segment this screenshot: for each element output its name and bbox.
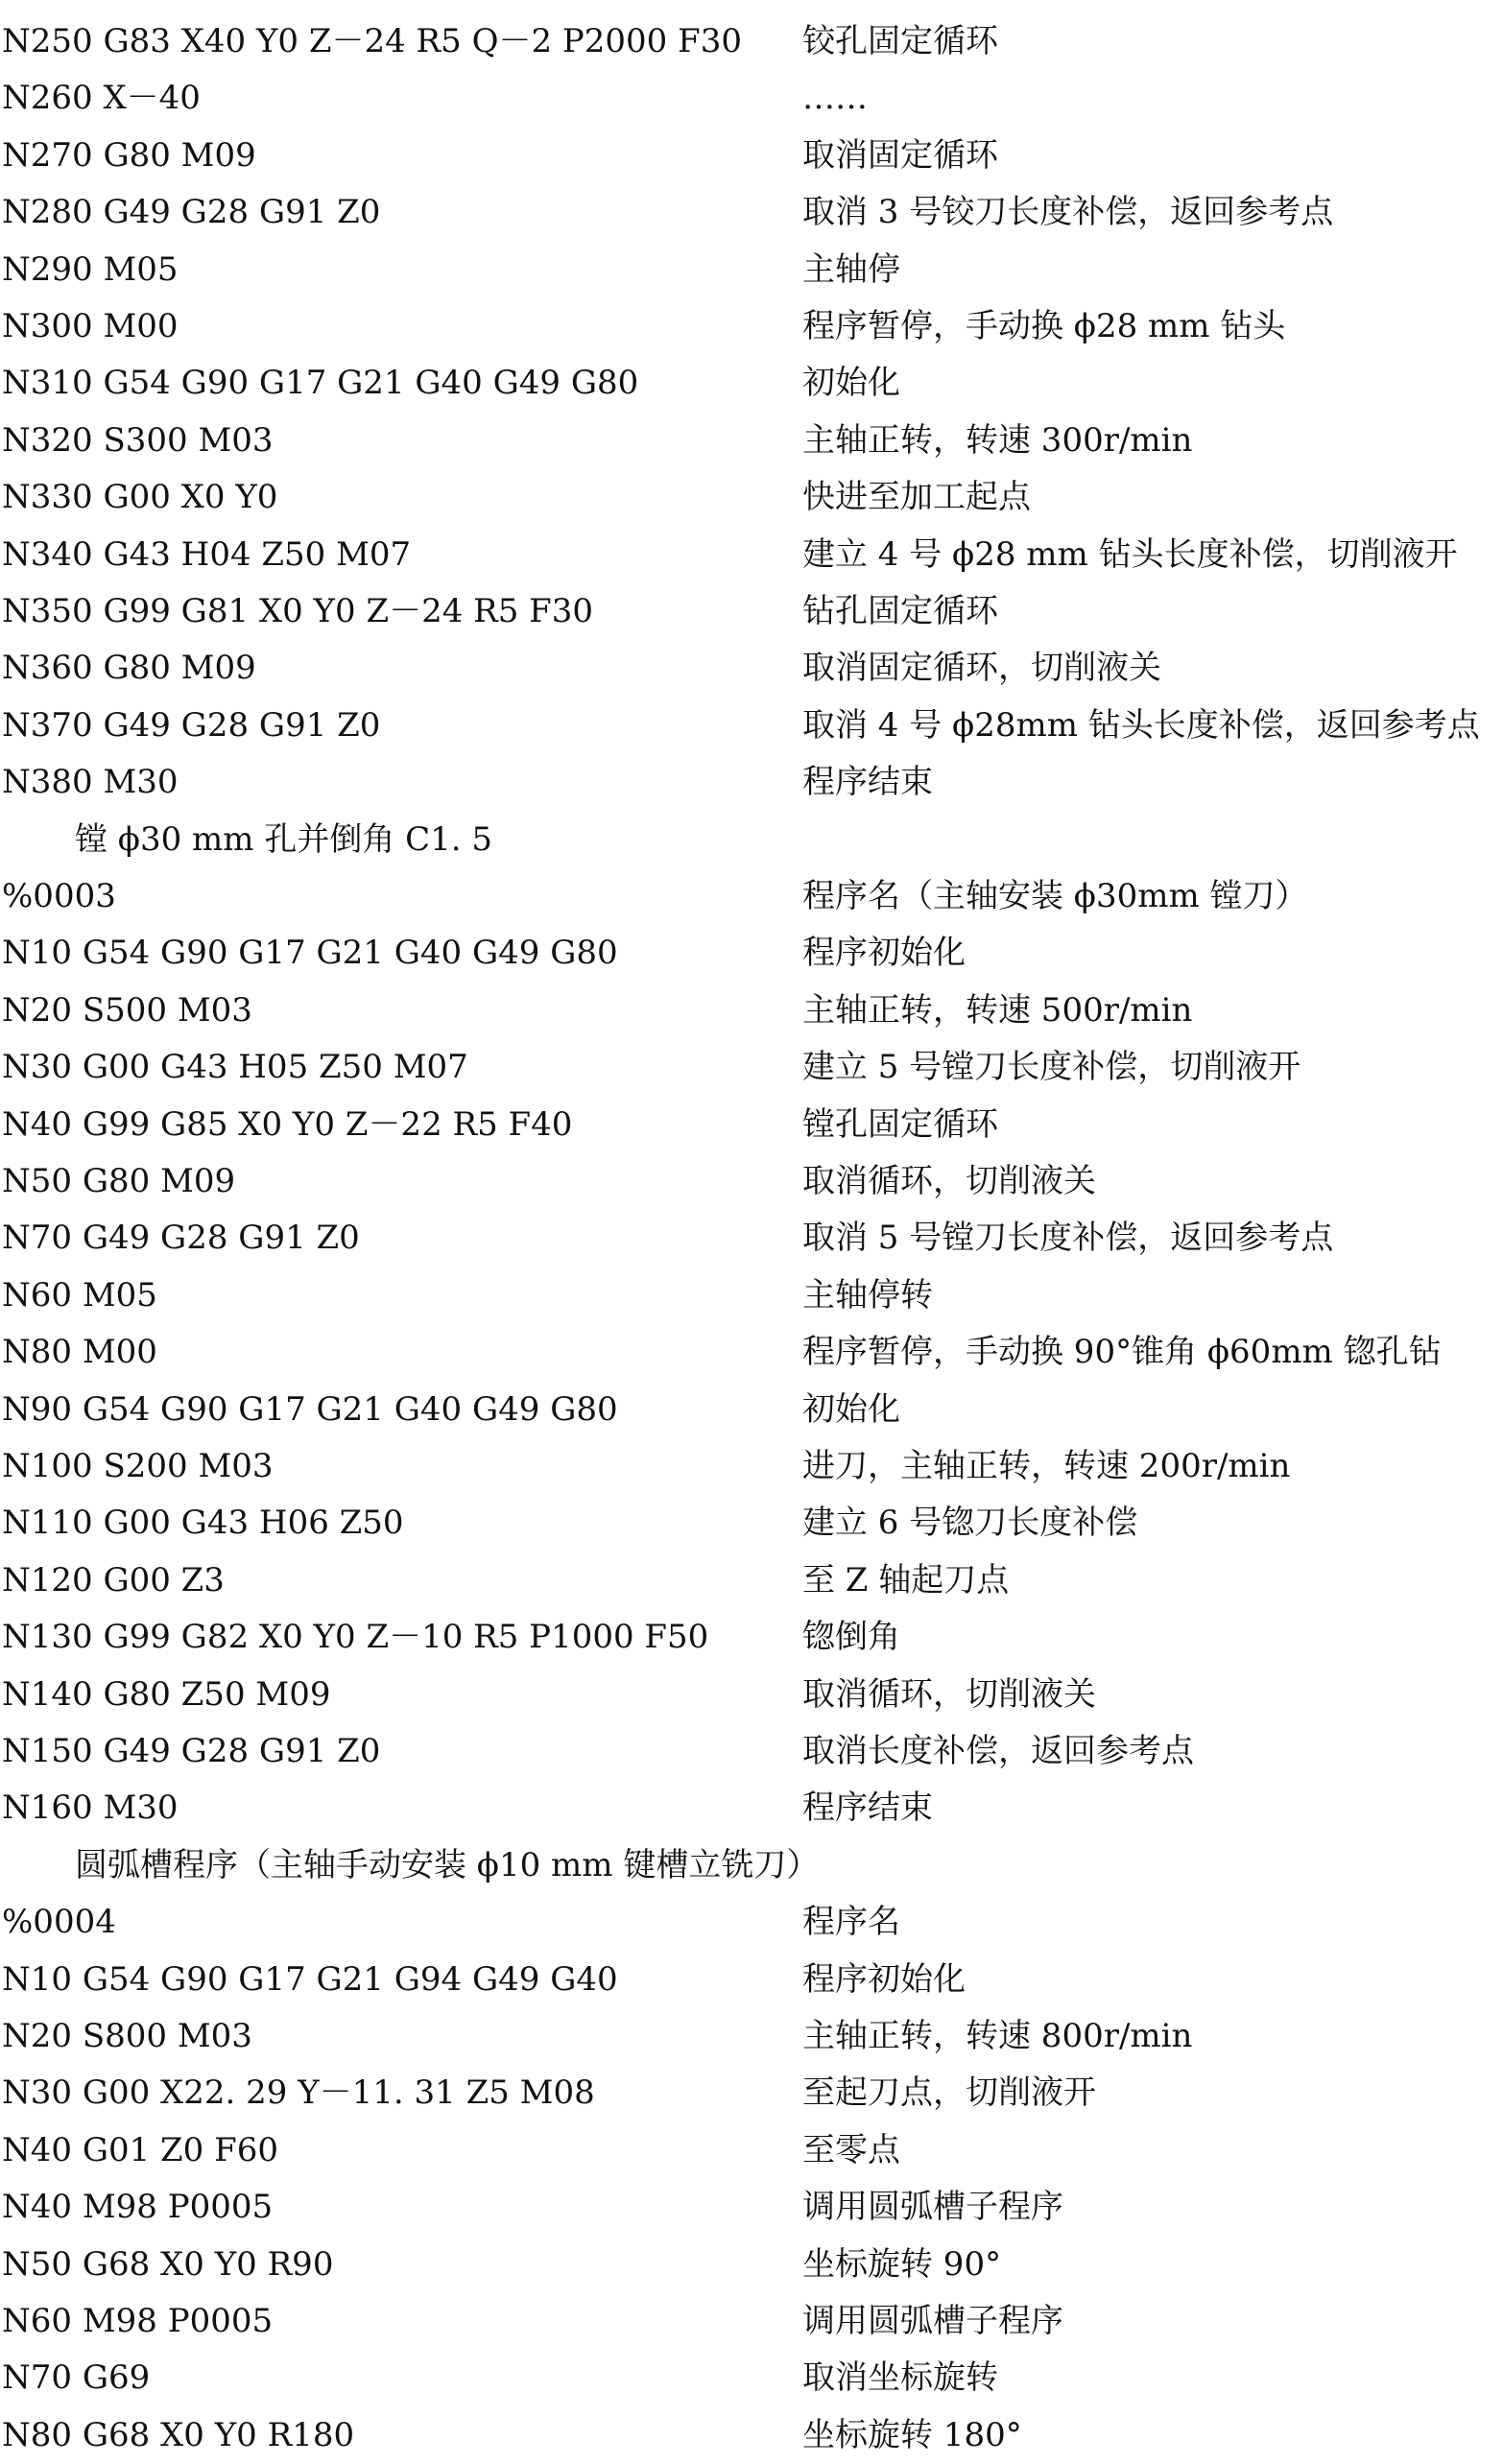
line-comment: 坐标旋转 90° xyxy=(802,2244,1002,2284)
program-line xyxy=(0,527,1503,583)
line-comment: 主轴正转，转速 800r/min xyxy=(802,2017,1193,2055)
line-comment: 进刀，主轴正转，转速 200r/min xyxy=(802,1447,1291,1485)
line-comment: 取消坐标旋转 xyxy=(802,2358,998,2398)
section-heading-row xyxy=(0,1837,1503,1894)
line-comment: 取消长度补偿，返回参考点 xyxy=(802,1732,1194,1770)
program-line xyxy=(0,925,1503,982)
line-comment: 初始化 xyxy=(802,364,900,403)
line-comment: 主轴停 xyxy=(802,249,900,289)
program-line xyxy=(0,2237,1503,2293)
program-line xyxy=(0,2350,1503,2406)
program-line xyxy=(0,1039,1503,1096)
nc-code: N50 G80 M09 xyxy=(2,1162,236,1200)
nc-code: %0003 xyxy=(2,877,116,915)
program-line xyxy=(0,2065,1503,2121)
program-line xyxy=(0,242,1503,298)
program-line xyxy=(0,2179,1503,2236)
nc-code: N340 G43 H04 Z50 M07 xyxy=(2,534,412,574)
nc-code: N90 G54 G90 G17 G21 G40 G49 G80 xyxy=(2,1389,618,1429)
nc-code: N150 G49 G28 G91 Z0 xyxy=(2,1732,381,1770)
program-line xyxy=(0,868,1503,925)
program-line xyxy=(0,2122,1503,2179)
line-comment: 取消 3 号铰刀长度补偿，返回参考点 xyxy=(802,193,1334,232)
nc-code: N10 G54 G90 G17 G21 G94 G49 G40 xyxy=(2,1959,618,1999)
nc-code: N250 G83 X40 Y0 Z－24 R5 Q－2 P2000 F30 xyxy=(2,22,742,60)
nc-code: N120 G00 Z3 xyxy=(2,1560,225,1599)
program-line xyxy=(0,1723,1503,1780)
program-line xyxy=(0,1894,1503,1951)
program-line xyxy=(0,1210,1503,1267)
program-line xyxy=(0,70,1503,127)
nc-code: N10 G54 G90 G17 G21 G40 G49 G80 xyxy=(2,934,618,973)
nc-code: N20 S800 M03 xyxy=(2,2017,252,2055)
program-line xyxy=(0,1495,1503,1552)
program-line xyxy=(0,413,1503,469)
line-comment: 取消 4 号 ϕ28mm 钻头长度补偿，返回参考点 xyxy=(802,705,1480,745)
line-comment: 程序结束 xyxy=(802,1789,933,1828)
line-comment: 取消循环，切削液关 xyxy=(802,1162,1096,1200)
nc-code: N80 G68 X0 Y0 R180 xyxy=(2,2415,355,2454)
line-comment: 至起刀点，切削液开 xyxy=(802,2073,1096,2113)
nc-code: N50 G68 X0 Y0 R90 xyxy=(2,2244,334,2284)
nc-code: N350 G99 G81 X0 Y0 Z－24 R5 F30 xyxy=(2,592,594,630)
nc-code: N30 G00 X22. 29 Y－11. 31 Z5 M08 xyxy=(2,2073,595,2113)
line-comment: 程序初始化 xyxy=(802,1959,966,1999)
line-comment: 程序暂停，手动换 90°锥角 ϕ60mm 锪孔钻 xyxy=(802,1333,1442,1372)
nc-code: N70 G49 G28 G91 Z0 xyxy=(2,1219,360,1258)
nc-code: N380 M30 xyxy=(2,763,179,802)
line-comment: 取消固定循环，切削液关 xyxy=(802,649,1161,688)
line-comment: 主轴停转 xyxy=(802,1275,933,1315)
line-comment: 至 Z 轴起刀点 xyxy=(802,1560,1010,1599)
nc-code: N80 M00 xyxy=(2,1333,157,1372)
nc-code: %0004 xyxy=(2,1903,116,1942)
program-line xyxy=(0,298,1503,355)
line-comment: 快进至加工起点 xyxy=(802,478,1031,517)
nc-code: N160 M30 xyxy=(2,1789,179,1828)
nc-code: N270 G80 M09 xyxy=(2,135,256,175)
nc-code: N40 G01 Z0 F60 xyxy=(2,2130,278,2169)
nc-code: N370 G49 G28 G91 Z0 xyxy=(2,705,381,745)
nc-code: N100 S200 M03 xyxy=(2,1447,274,1485)
nc-code: N140 G80 Z50 M09 xyxy=(2,1674,331,1714)
program-line xyxy=(0,13,1503,70)
line-comment: 建立 5 号镗刀长度补偿，切削液开 xyxy=(802,1048,1301,1087)
line-comment: 程序名（主轴安装 ϕ30mm 镗刀） xyxy=(802,877,1308,915)
line-comment: 锪倒角 xyxy=(802,1618,900,1657)
line-comment: 调用圆弧槽子程序 xyxy=(802,2188,1063,2227)
line-comment: …… xyxy=(802,79,868,118)
program-line xyxy=(0,469,1503,526)
section-heading: 圆弧槽程序（主轴手动安装 ϕ10 mm 键槽立铣刀） xyxy=(75,1845,820,1884)
nc-code: N40 G99 G85 X0 Y0 Z－22 R5 F40 xyxy=(2,1104,573,1144)
nc-code: N320 S300 M03 xyxy=(2,420,274,460)
program-line xyxy=(0,583,1503,640)
line-comment: 主轴正转，转速 300r/min xyxy=(802,420,1193,460)
program-line xyxy=(0,983,1503,1039)
program-line xyxy=(0,355,1503,412)
program-line xyxy=(0,2008,1503,2065)
nc-code: N60 M98 P0005 xyxy=(2,2302,274,2340)
nc-code: N360 G80 M09 xyxy=(2,649,256,688)
line-comment: 至零点 xyxy=(802,2130,900,2169)
program-line xyxy=(0,1552,1503,1609)
line-comment: 取消 5 号镗刀长度补偿，返回参考点 xyxy=(802,1219,1334,1258)
program-line xyxy=(0,1153,1503,1210)
program-line xyxy=(0,2407,1503,2464)
nc-code: N310 G54 G90 G17 G21 G40 G49 G80 xyxy=(2,364,639,403)
nc-code: N30 G00 G43 H05 Z50 M07 xyxy=(2,1048,468,1087)
program-line xyxy=(0,1324,1503,1381)
nc-code: N330 G00 X0 Y0 xyxy=(2,478,278,517)
line-comment: 建立 4 号 ϕ28 mm 钻头长度补偿，切削液开 xyxy=(802,534,1458,574)
line-comment: 取消循环，切削液关 xyxy=(802,1674,1096,1714)
line-comment: 坐标旋转 180° xyxy=(802,2415,1022,2454)
line-comment: 程序结束 xyxy=(802,763,933,802)
nc-code: N260 X－40 xyxy=(2,79,201,118)
program-line xyxy=(0,1268,1503,1324)
nc-code: N70 G69 xyxy=(2,2358,151,2398)
program-line xyxy=(0,754,1503,811)
line-comment: 程序暂停，手动换 ϕ28 mm 钻头 xyxy=(802,307,1286,345)
program-line xyxy=(0,640,1503,697)
nc-code: N290 M05 xyxy=(2,249,179,289)
nc-code: N60 M05 xyxy=(2,1275,157,1315)
program-line xyxy=(0,1780,1503,1836)
line-comment: 取消固定循环 xyxy=(802,135,998,175)
program-line xyxy=(0,2293,1503,2350)
line-comment: 程序初始化 xyxy=(802,934,966,973)
line-comment: 镗孔固定循环 xyxy=(802,1104,998,1144)
program-line xyxy=(0,128,1503,184)
program-line xyxy=(0,1609,1503,1666)
nc-code: N20 S500 M03 xyxy=(2,990,252,1030)
program-line xyxy=(0,1438,1503,1495)
section-heading: 镗 ϕ30 mm 孔并倒角 C1. 5 xyxy=(75,819,493,859)
nc-code: N130 G99 G82 X0 Y0 Z－10 R5 P1000 F50 xyxy=(2,1618,709,1657)
program-line xyxy=(0,698,1503,754)
nc-code: N280 G49 G28 G91 Z0 xyxy=(2,193,381,232)
line-comment: 铰孔固定循环 xyxy=(802,22,998,60)
line-comment: 钻孔固定循环 xyxy=(802,592,998,630)
program-line xyxy=(0,1097,1503,1153)
nc-code: N300 M00 xyxy=(2,307,179,345)
line-comment: 调用圆弧槽子程序 xyxy=(802,2302,1063,2340)
line-comment: 主轴正转，转速 500r/min xyxy=(802,990,1193,1030)
line-comment: 初始化 xyxy=(802,1389,900,1429)
nc-code: N40 M98 P0005 xyxy=(2,2188,274,2227)
program-line xyxy=(0,1952,1503,2008)
section-heading-row xyxy=(0,812,1503,868)
line-comment: 程序名 xyxy=(802,1903,900,1942)
program-line xyxy=(0,1382,1503,1438)
program-line xyxy=(0,184,1503,241)
program-line xyxy=(0,1667,1503,1723)
line-comment: 建立 6 号锪刀长度补偿 xyxy=(802,1504,1138,1543)
nc-code: N110 G00 G43 H06 Z50 xyxy=(2,1504,404,1543)
